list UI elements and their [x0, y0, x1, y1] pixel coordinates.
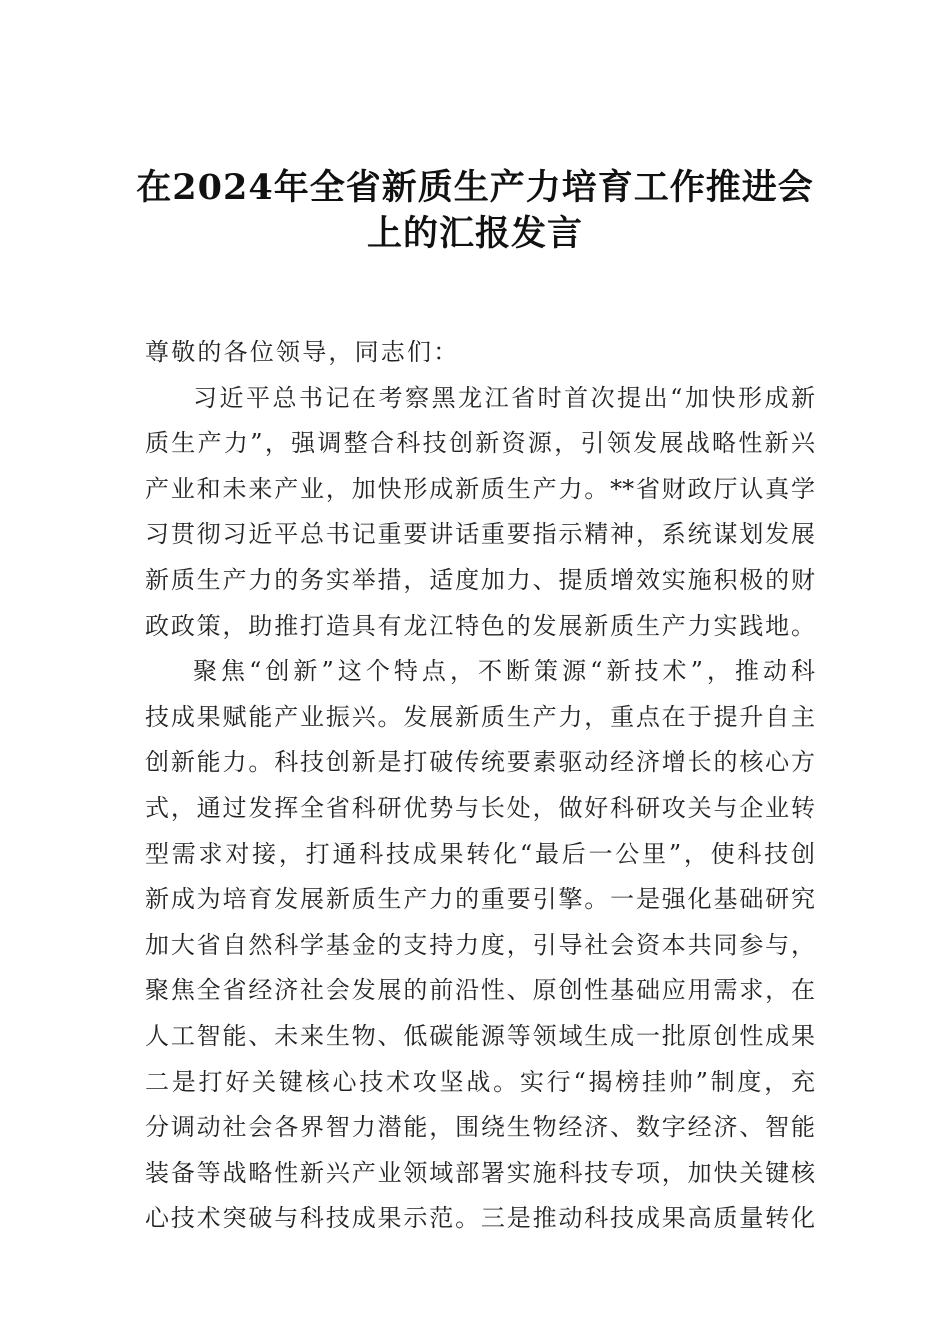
paragraph-line: 创新能力。科技创新是打破传统要素驱动经济增长的核心方: [145, 748, 815, 777]
paragraph-line: 习贯彻习近平总书记重要讲话重要指示精神，系统谋划发展: [145, 520, 815, 549]
paragraph-1: [145, 376, 815, 650]
paragraph-line: 技成果赋能产业振兴。发展新质生产力，重点在于提升自主: [145, 702, 815, 731]
paragraph-line: 式，通过发挥全省科研优势与长处，做好科研攻关与企业转: [145, 793, 815, 822]
document-title-line-1: 在2024年全省新质生产力培育工作推进会: [136, 167, 814, 208]
paragraph-line: 加大省自然科学基金的支持力度，引导社会资本共同参与，: [145, 930, 815, 959]
paragraph-line: 新成为培育发展新质生产力的重要引擎。一是强化基础研究: [145, 885, 815, 914]
document-body: [145, 330, 815, 1242]
paragraph-line: 二是打好关键核心技术攻坚战。实行“揭榜挂帅”制度，充: [145, 1067, 815, 1096]
paragraph-line: 质生产力”，强调整合科技创新资源，引领发展战略性新兴: [145, 429, 815, 458]
paragraph-line: 习近平总书记在考察黑龙江省时首次提出“加快形成新: [193, 383, 815, 412]
paragraph-line: 聚焦全省经济社会发展的前沿性、原创性基础应用需求，在: [145, 976, 815, 1005]
paragraph-line: 分调动社会各界智力潜能，围绕生物经济、数字经济、智能: [145, 1113, 815, 1142]
paragraph-line: 政政策，助推打造具有龙江特色的发展新质生产力实践地。: [145, 611, 815, 640]
document-title-line-2: 上的汇报发言: [366, 213, 583, 254]
paragraph-line: 产业和未来产业，加快形成新质生产力。**省财政厅认真学: [145, 474, 815, 503]
paragraph-line: 装备等战略性新兴产业领域部署实施科技专项，加快关键核: [145, 1158, 815, 1187]
paragraph-line: 聚焦“创新”这个特点，不断策源“新技术”，推动科: [193, 657, 815, 686]
paragraph-line: 心技术突破与科技成果示范。三是推动科技成果高质量转化: [145, 1204, 815, 1233]
paragraph-line: 型需求对接，打通科技成果转化“最后一公里”，使科技创: [145, 839, 815, 868]
paragraph-line: 人工智能、未来生物、低碳能源等领域生成一批原创性成果: [145, 1021, 815, 1050]
paragraph-line: 新质生产力的务实举措，适度加力、提质增效实施积极的财: [145, 565, 815, 594]
salutation: 尊敬的各位领导，同志们：: [145, 338, 460, 366]
paragraph-2: [145, 649, 815, 1242]
